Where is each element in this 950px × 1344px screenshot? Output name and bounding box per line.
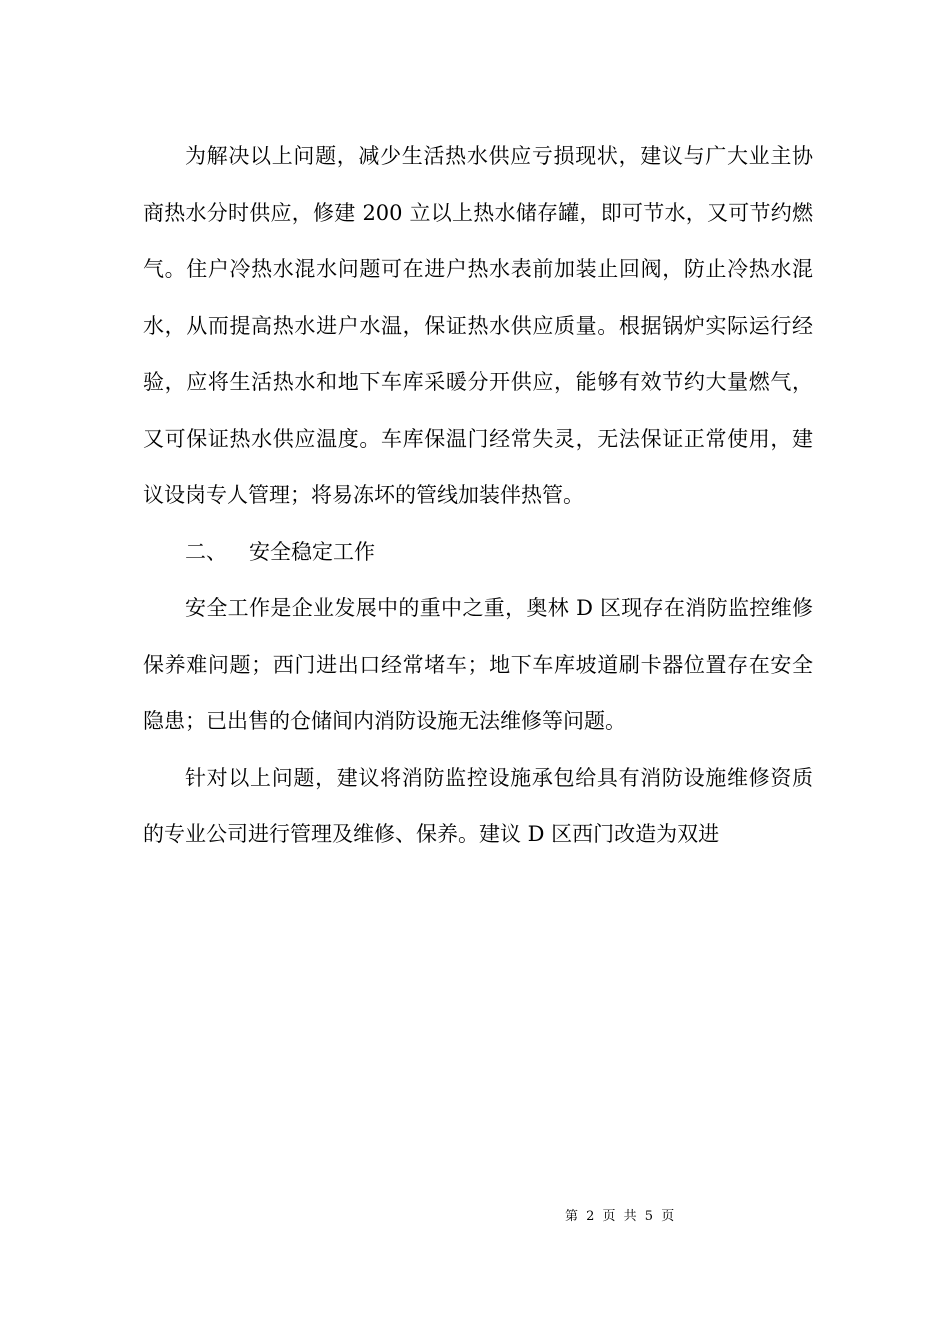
section-heading	[143, 524, 813, 581]
section-number: 二、	[185, 539, 227, 564]
paragraph-safety-suggestions: 针对以上问题，建议将消防监控设施承包给具有消防设施维修资质的专业公司进行管理及维修、保养。建议 D 区西门改造为双进	[143, 765, 813, 846]
paragraph-safety-issues: 安全工作是企业发展中的重中之重，奥林 D 区现存在消防监控维修保养难问题；西门进出口经常堵车；地下车库坡道刷卡器位置存在安全隐患；已出售的仓储间内消防设施无法维修等问题。	[143, 596, 813, 733]
document-body	[143, 128, 813, 863]
section-title: 安全稳定工作	[249, 539, 375, 564]
paragraph-hot-water: 为解决以上问题，减少生活热水供应亏损现状，建议与广大业主协商热水分时供应，修建 200 立以上热水储存罐，即可节水，又可节约燃气。住户冷热水混水问题可在进户热水表前加装止回阀，防止冷热水混水，从而提高热水进户水温，保证热水供应质量。根据锅炉实际运行经验，应将生活热水和地下车库采暖分开供应，能够有效节约大量燃气，又可保证热水供应温度。车库保温门经常失灵，无法保证正常使用，建议设岗专人管理；将易冻坏的管线加装伴热管。	[143, 144, 813, 507]
page-number: 第 2 页 共 5 页	[565, 1209, 677, 1224]
